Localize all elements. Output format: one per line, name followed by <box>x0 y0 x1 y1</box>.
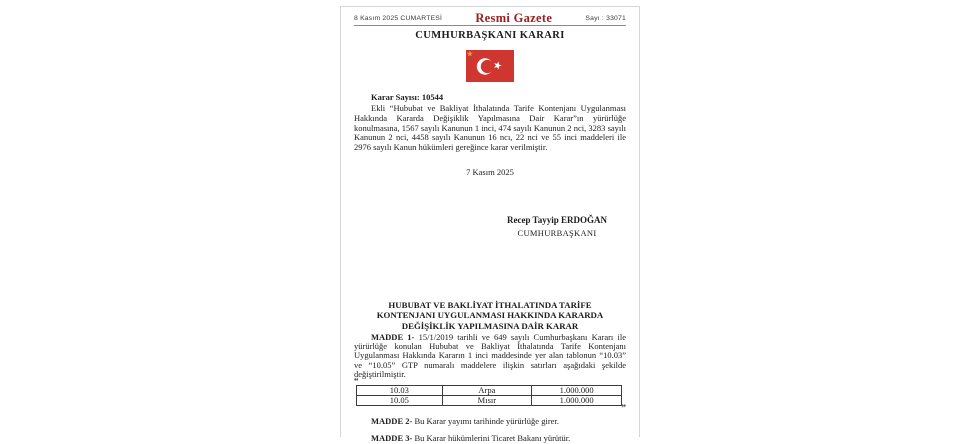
article-3-paragraph <box>354 434 626 444</box>
section-title: CUMHURBAŞKANI KARARI <box>415 30 565 41</box>
table-cell-gtp: 10.05 <box>357 396 443 406</box>
article-2-label: MADDE 2- <box>371 416 413 427</box>
signatory-name: Recep Tayyip ERDOĞAN <box>506 214 607 225</box>
article-3-label: MADDE 3- <box>371 433 413 444</box>
table-row <box>357 386 622 396</box>
table-cell-gtp: 10.03 <box>357 386 443 396</box>
flag-svg <box>466 50 514 82</box>
article-1-label: MADDE 1- <box>371 331 415 342</box>
decision-date: 7 Kasım 2025 <box>466 166 514 177</box>
article-2-text: Bu Karar yayımı tarihinde yürürlüğe girer. <box>412 416 559 427</box>
decree-title: HUBUBAT VE BAKLİYAT İTHALATINDA TARİFE KONTENJANI UYGULANMASI HAKKINDA KARARDA DEĞİŞİKLİK YAPILMASINA DAİR KARAR <box>376 299 604 331</box>
article-1-text: 15/1/2019 tarihli ve 649 sayılı Cumhurbaşkanı Kararı ile yürürlüğe konulan Hububat ve Bakliyat İthalatında Tarife Kontenjanı Uygulanması Hakkında Kararın 1 inci maddesinde yer alan tablonun “10.03” ve “10.05” GTP numaralı maddelere ilişkin satırları aşağıdaki şekilde değiştirilmiştir. <box>354 331 626 380</box>
table-cell-quota: 1.000.000 <box>532 386 622 396</box>
masthead-title: Resmi Gazete <box>475 10 553 25</box>
article-3-text: Bu Karar hükümlerini Ticaret Bakanı yürütür. <box>412 433 571 444</box>
decision-intro-paragraph: Ekli “Hububat ve Bakliyat İthalatında Tarife Kontenjanı Uygulanması Hakkında Kararda Değişiklik Yapılmasına Dair Karar”ın yürürlüğe konulmasına, 1567 sayılı Kanunun 1 inci, 474 sayılı Kanunun 2 nci, 3283 sayılı Kanunun 2 nci, 4458 sayılı Kanunun 16 ncı, 22 nci ve 55 inci maddeleri ile 2976 sayılı Kanun hükümleri gereğince karar verilmiştir. <box>354 103 626 153</box>
table-close-quote: ” <box>621 403 626 414</box>
crescent-inner <box>481 60 494 73</box>
table-cell-product: Mısır <box>442 396 532 406</box>
gazette-page <box>340 6 640 444</box>
signatory-title: CUMHURBAŞKANI <box>517 227 597 238</box>
turkish-flag-image <box>354 50 626 82</box>
table-cell-quota: 1.000.000 <box>532 396 622 406</box>
article-2-paragraph <box>354 417 626 427</box>
table-row <box>357 396 622 406</box>
table-open-quote: “ <box>354 376 359 387</box>
article-1-paragraph <box>354 333 626 379</box>
issue-number: Sayı : 33071 <box>585 14 626 22</box>
table-cell-product: Arpa <box>442 386 532 396</box>
masthead <box>354 7 626 23</box>
amendment-table <box>356 385 622 406</box>
signature-block <box>354 215 607 238</box>
publication-date: 8 Kasım 2025 CUMARTESİ <box>354 14 443 22</box>
decision-number: Karar Sayısı: 10544 <box>371 92 444 102</box>
